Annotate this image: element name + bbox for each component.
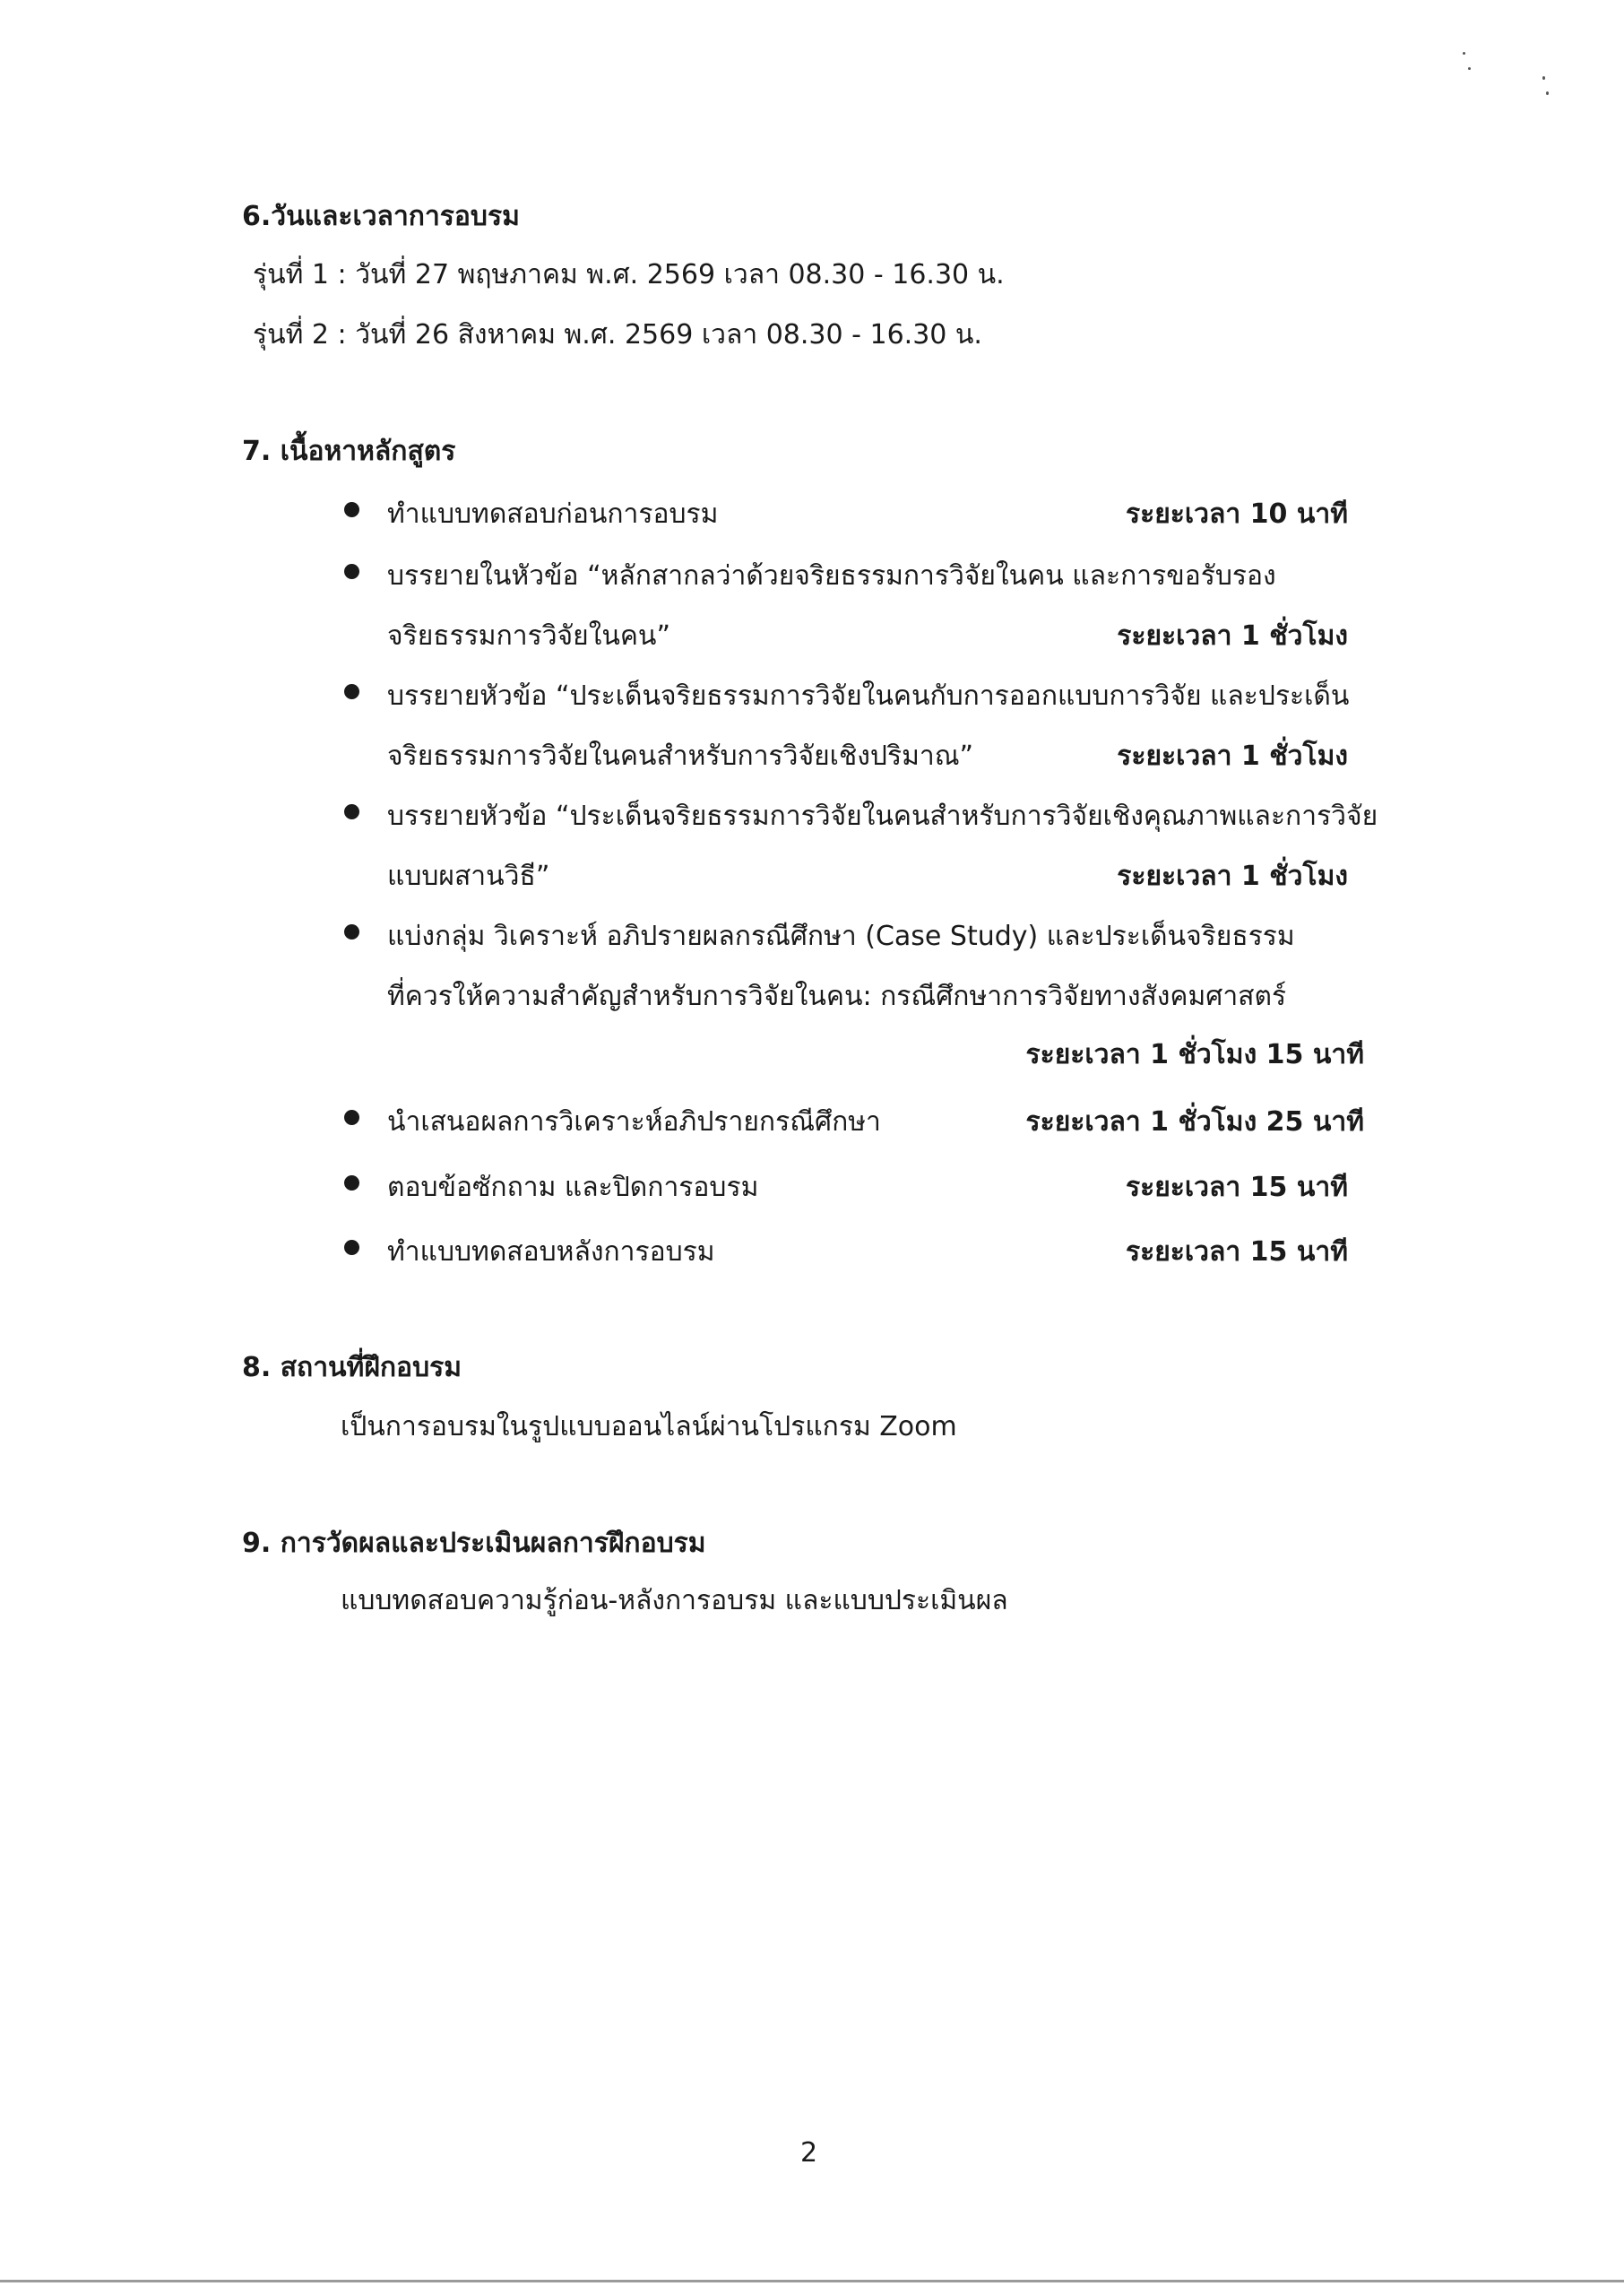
content-item-3-line-1: บรรยายหัวข้อ “ประเด็นจริยธรรมการวิจัยในคนกับการออกแบบการวิจัย และประเด็น: [387, 680, 1350, 712]
content-item-7-duration: ระยะเวลา 15 นาที: [1125, 1172, 1348, 1203]
content-item-7-line-1: ตอบข้อซักถาม และปิดการอบรม: [387, 1172, 759, 1203]
bullet-icon: [344, 1240, 359, 1255]
content-item-5-line-1: แบ่งกลุ่ม วิเคราะห์ อภิปรายผลกรณีศึกษา (Case Study) และประเด็นจริยธรรม: [387, 921, 1295, 952]
content-item-6-duration: ระยะเวลา 1 ชั่วโมง 25 นาที: [1025, 1106, 1364, 1138]
content-item-4-line-1: บรรยายหัวข้อ “ประเด็นจริยธรรมการวิจัยในคนสำหรับการวิจัยเชิงคุณภาพและการวิจัย: [387, 801, 1378, 832]
content-item-4-duration: ระยะเวลา 1 ชั่วโมง: [1117, 861, 1348, 892]
section6-line-2: รุ่นที่ 2 : วันที่ 26 สิงหาคม พ.ศ. 2569 เวลา 08.30 - 16.30 น.: [253, 319, 982, 351]
bullet-icon: [344, 564, 359, 579]
section9-text: แบบทดสอบความรู้ก่อน-หลังการอบรม และแบบประเมินผล: [341, 1585, 1008, 1616]
section8-heading: 8. สถานที่ฝึกอบรม: [242, 1352, 462, 1383]
content-item-5-line-2: ที่ควรให้ความสำคัญสำหรับการวิจัยในคน: กรณีศึกษาการวิจัยทางสังคมศาสตร์: [387, 981, 1287, 1012]
content-item-1-duration: ระยะเวลา 10 นาที: [1125, 498, 1348, 530]
content-item-8-duration: ระยะเวลา 15 นาที: [1125, 1236, 1348, 1268]
scan-speck: [1463, 52, 1465, 55]
bullet-icon: [344, 924, 359, 940]
content-item-2-line-1: บรรยายในหัวข้อ “หลักสากลว่าด้วยจริยธรรมการวิจัยในคน และการขอรับรอง: [387, 560, 1276, 592]
section8-text: เป็นการอบรมในรูปแบบออนไลน์ผ่านโปรแกรม Zoom: [341, 1411, 957, 1442]
bullet-icon: [344, 1175, 359, 1191]
section9-heading: 9. การวัดผลและประเมินผลการฝึกอบรม: [242, 1528, 706, 1559]
section6-heading: 6.วันและเวลาการอบรม: [242, 201, 520, 232]
section7-heading: 7. เนื้อหาหลักสูตร: [242, 436, 456, 467]
content-item-1-line-1: ทำแบบทดสอบก่อนการอบรม: [387, 498, 719, 530]
content-item-8-line-1: ทำแบบทดสอบหลังการอบรม: [387, 1236, 715, 1268]
bullet-icon: [344, 502, 359, 517]
content-item-5-duration: ระยะเวลา 1 ชั่วโมง 15 นาที: [1025, 1039, 1364, 1070]
scan-speck: [1546, 91, 1549, 95]
bullet-icon: [344, 684, 359, 699]
scan-speck: [1468, 67, 1471, 70]
content-item-2-duration: ระยะเวลา 1 ชั่วโมง: [1117, 620, 1348, 652]
content-item-4-line-2: แบบผสานวิธี”: [387, 861, 550, 892]
content-item-6-line-1: นำเสนอผลการวิเคราะห์อภิปรายกรณีศึกษา: [387, 1106, 881, 1138]
bullet-icon: [344, 1110, 359, 1125]
scan-speck: [1542, 76, 1545, 80]
content-item-2-line-2: จริยธรรมการวิจัยในคน”: [387, 620, 670, 652]
page-number: 2: [800, 2137, 818, 2169]
bullet-icon: [344, 804, 359, 819]
scan-edge-line: [0, 2280, 1624, 2282]
section6-line-1: รุ่นที่ 1 : วันที่ 27 พฤษภาคม พ.ศ. 2569 เวลา 08.30 - 16.30 น.: [253, 259, 1005, 290]
content-item-3-duration: ระยะเวลา 1 ชั่วโมง: [1117, 740, 1348, 772]
content-item-3-line-2: จริยธรรมการวิจัยในคนสำหรับการวิจัยเชิงปริมาณ”: [387, 740, 974, 772]
